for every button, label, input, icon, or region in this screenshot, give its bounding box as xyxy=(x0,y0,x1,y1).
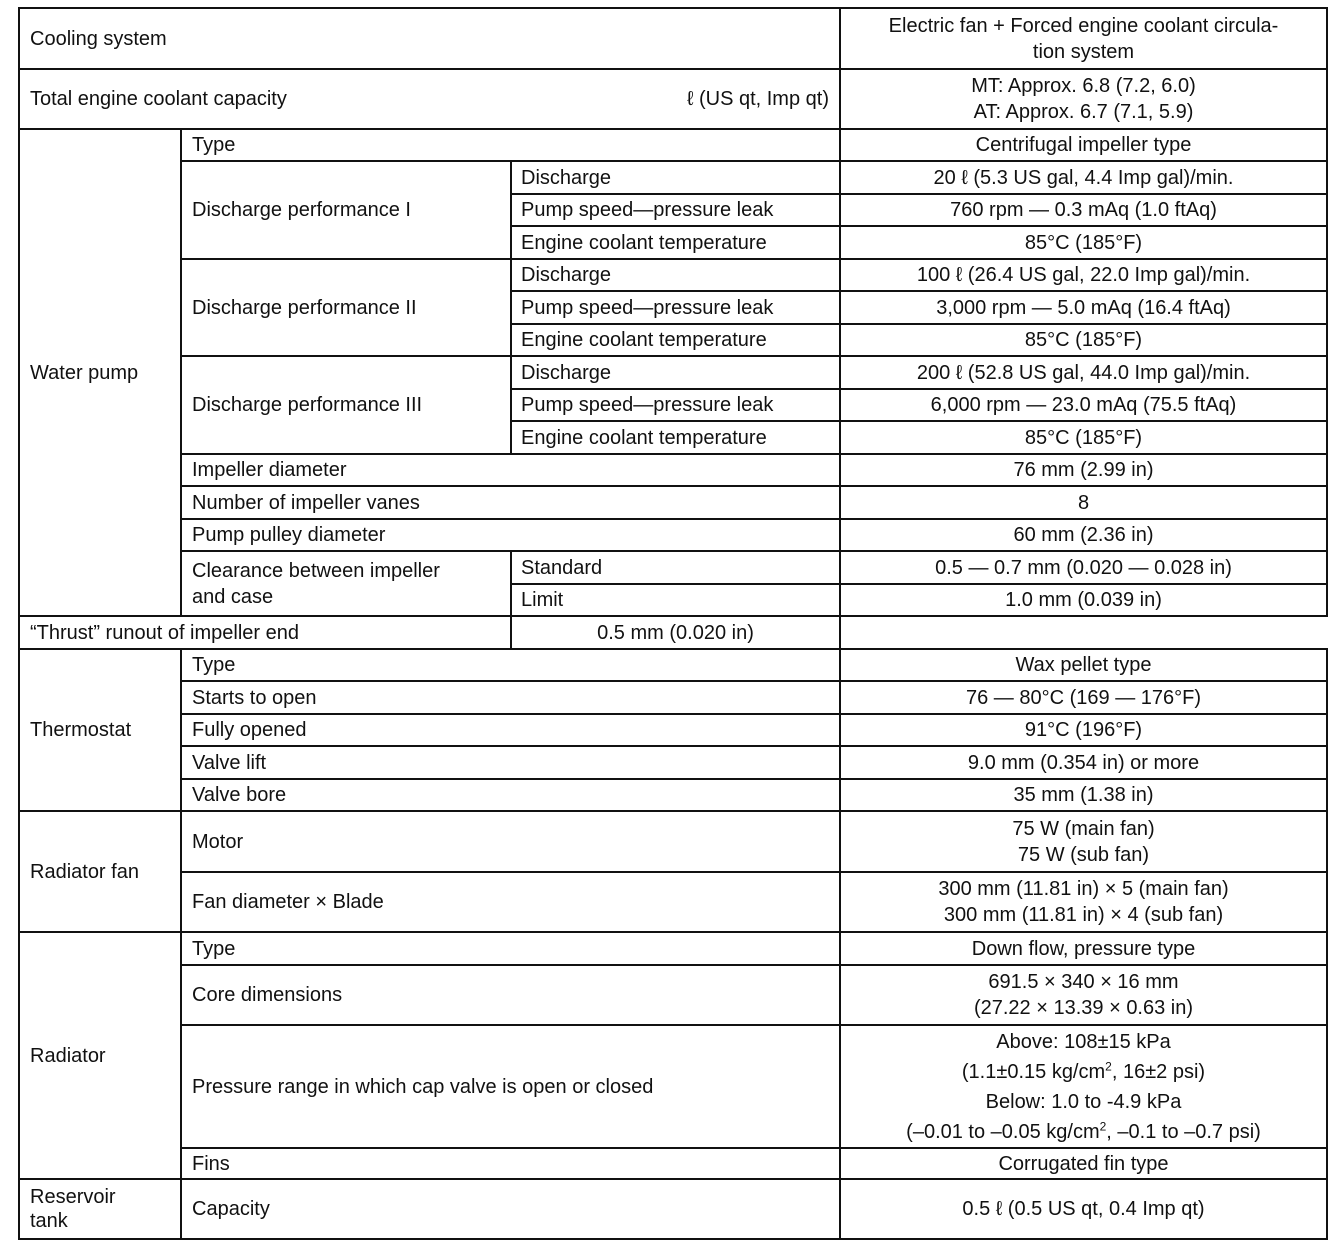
cooling-system-value-line1: Electric fan + Forced engine coolant circula- xyxy=(888,14,1279,37)
starts-to-open-value: 76 — 80°C (169 — 176°F) xyxy=(840,681,1327,714)
dp1-speed-label: Pump speed—pressure leak xyxy=(511,194,840,226)
core-dimensions-label: Core dimensions xyxy=(181,965,840,1025)
dp3-speed-value: 6,000 rpm — 23.0 mAq (75.5 ftAq) xyxy=(840,389,1327,421)
row-impeller-vanes xyxy=(19,486,1327,519)
fan-motor-label: Motor xyxy=(181,811,840,872)
coolant-capacity-label: Total engine coolant capacity xyxy=(30,88,287,110)
row-pressure-range xyxy=(19,1025,1327,1148)
cooling-system-value xyxy=(840,8,1327,69)
row-thermostat-type xyxy=(19,649,1327,681)
starts-to-open-label: Starts to open xyxy=(181,681,840,714)
thrust-runout-value: 0.5 mm (0.020 in) xyxy=(511,616,840,649)
fan-motor-main: 75 W (main fan) xyxy=(1012,817,1155,840)
dp3-speed-label: Pump speed—pressure leak xyxy=(511,389,840,421)
cooling-system-value-line2: tion system xyxy=(1032,40,1135,63)
valve-lift-value: 9.0 mm (0.354 in) or more xyxy=(840,746,1327,779)
reservoir-label-line2: tank xyxy=(30,1210,68,1232)
impeller-vanes-value: 8 xyxy=(840,486,1327,519)
clearance-label xyxy=(181,551,511,616)
row-impeller-diameter xyxy=(19,454,1327,486)
clearance-limit-label: Limit xyxy=(511,584,840,616)
dp2-label: Discharge performance II xyxy=(181,259,511,356)
pulley-diameter-label: Pump pulley diameter xyxy=(181,519,840,551)
row-clearance-standard xyxy=(19,551,1327,584)
dp1-label: Discharge performance I xyxy=(181,161,511,259)
row-dp3-discharge xyxy=(19,356,1327,389)
dp2-temp-label: Engine coolant temperature xyxy=(511,324,840,356)
fins-value: Corrugated fin type xyxy=(840,1148,1327,1179)
dp3-label: Discharge performance III xyxy=(181,356,511,454)
core-dimensions-mm: 691.5 × 340 × 16 mm xyxy=(988,971,1179,993)
row-starts-to-open xyxy=(19,681,1327,714)
dp2-speed-label: Pump speed—pressure leak xyxy=(511,291,840,324)
fan-diameter-sub: 300 mm (11.81 in) × 4 (sub fan) xyxy=(943,904,1224,926)
fully-opened-value: 91°C (196°F) xyxy=(840,714,1327,746)
dp1-temp-label: Engine coolant temperature xyxy=(511,226,840,259)
core-dimensions-in: (27.22 × 13.39 × 0.63 in) xyxy=(973,997,1194,1019)
core-dimensions-value xyxy=(840,965,1327,1025)
reservoir-capacity-label: Capacity xyxy=(181,1179,840,1239)
water-pump-label: Water pump xyxy=(19,129,181,616)
cooling-spec-table xyxy=(18,7,1328,1240)
radiator-fan-label: Radiator fan xyxy=(19,811,181,932)
row-radiator-type xyxy=(19,932,1327,965)
dp1-discharge-value: 20 ℓ (5.3 US gal, 4.4 Imp gal)/min. xyxy=(840,161,1327,194)
clearance-label-line1: Clearance between impeller xyxy=(192,559,440,582)
dp2-speed-value: 3,000 rpm — 5.0 mAq (16.4 ftAq) xyxy=(840,291,1327,324)
cooling-system-label: Cooling system xyxy=(19,8,840,69)
thermostat-type-value: Wax pellet type xyxy=(840,649,1327,681)
dp3-temp-label: Engine coolant temperature xyxy=(511,421,840,454)
row-valve-lift xyxy=(19,746,1327,779)
dp3-discharge-label: Discharge xyxy=(511,356,840,389)
coolant-capacity-cell xyxy=(19,69,840,129)
dp1-discharge-label: Discharge xyxy=(511,161,840,194)
pressure-range-value xyxy=(840,1025,1327,1148)
valve-lift-label: Valve lift xyxy=(181,746,840,779)
dp1-temp-value: 85°C (185°F) xyxy=(840,226,1327,259)
fan-motor-value xyxy=(840,811,1327,872)
coolant-capacity-unit: ℓ (US qt, Imp qt) xyxy=(686,88,829,110)
pressure-below-sub: (–0.01 to –0.05 $kg/cm^2$, –0.1 to –0.7 psi) xyxy=(906,1118,1261,1143)
dp2-temp-value: 85°C (185°F) xyxy=(840,324,1327,356)
wp-type-value: Centrifugal impeller type xyxy=(840,129,1327,161)
dp2-discharge-label: Discharge xyxy=(511,259,840,291)
impeller-diameter-value: 76 mm (2.99 in) xyxy=(840,454,1327,486)
thermostat-type-label: Type xyxy=(181,649,840,681)
row-fins xyxy=(19,1148,1327,1179)
row-pulley-diameter xyxy=(19,519,1327,551)
fan-diameter-main: 300 mm (11.81 in) × 5 (main fan) xyxy=(938,878,1229,900)
reservoir-capacity-value: 0.5 ℓ (0.5 US qt, 0.4 Imp qt) xyxy=(840,1179,1327,1239)
impeller-diameter-label: Impeller diameter xyxy=(181,454,840,486)
row-thrust-runout xyxy=(19,616,1327,649)
valve-bore-label: Valve bore xyxy=(181,779,840,811)
fully-opened-label: Fully opened xyxy=(181,714,840,746)
clearance-standard-value: 0.5 — 0.7 mm (0.020 — 0.028 in) xyxy=(840,551,1327,584)
radiator-label: Radiator xyxy=(19,932,181,1179)
dp1-speed-value: 760 rpm — 0.3 mAq (1.0 ftAq) xyxy=(840,194,1327,226)
thermostat-label: Thermostat xyxy=(19,649,181,811)
valve-bore-value: 35 mm (1.38 in) xyxy=(840,779,1327,811)
dp3-discharge-value: 200 ℓ (52.8 US gal, 44.0 Imp gal)/min. xyxy=(840,356,1327,389)
row-dp1-discharge xyxy=(19,161,1327,194)
radiator-type-value: Down flow, pressure type xyxy=(840,932,1327,965)
fan-diameter-label: Fan diameter × Blade xyxy=(181,872,840,932)
thrust-runout-label: “Thrust” runout of impeller end xyxy=(19,616,511,649)
pressure-range-label: Pressure range in which cap valve is open or closed xyxy=(181,1025,840,1148)
row-fully-opened xyxy=(19,714,1327,746)
row-fan-motor xyxy=(19,811,1327,872)
fan-motor-sub: 75 W (sub fan) xyxy=(1017,843,1150,866)
fan-diameter-value xyxy=(840,872,1327,932)
radiator-type-label: Type xyxy=(181,932,840,965)
row-cooling-system xyxy=(19,8,1327,69)
row-wp-type xyxy=(19,129,1327,161)
impeller-vanes-label: Number of impeller vanes xyxy=(181,486,840,519)
dp2-discharge-value: 100 ℓ (26.4 US gal, 22.0 Imp gal)/min. xyxy=(840,259,1327,291)
reservoir-label xyxy=(19,1179,181,1239)
dp3-temp-value: 85°C (185°F) xyxy=(840,421,1327,454)
row-fan-diameter xyxy=(19,872,1327,932)
clearance-standard-label: Standard xyxy=(511,551,840,584)
row-reservoir xyxy=(19,1179,1327,1239)
row-dp2-discharge xyxy=(19,259,1327,291)
pressure-above-sub: (1.1±0.15 $kg/cm^2$, 16±2 psi) xyxy=(961,1058,1206,1083)
row-valve-bore xyxy=(19,779,1327,811)
wp-type-label: Type xyxy=(181,129,840,161)
fins-label: Fins xyxy=(181,1148,840,1179)
row-coolant-capacity xyxy=(19,69,1327,129)
pulley-diameter-value: 60 mm (2.36 in) xyxy=(840,519,1327,551)
coolant-capacity-mt: MT: Approx. 6.8 (7.2, 6.0) xyxy=(971,75,1196,97)
pressure-below: Below: 1.0 to -4.9 kPa xyxy=(985,1090,1182,1113)
coolant-capacity-at: AT: Approx. 6.7 (7.1, 5.9) xyxy=(973,101,1194,123)
clearance-label-line2: and case xyxy=(192,585,274,608)
reservoir-label-line1: Reservoir xyxy=(30,1186,116,1208)
coolant-capacity-value xyxy=(840,69,1327,129)
row-core-dimensions xyxy=(19,965,1327,1025)
clearance-limit-value: 1.0 mm (0.039 in) xyxy=(840,584,1327,616)
pressure-above: Above: 108±15 kPa xyxy=(996,1030,1171,1053)
